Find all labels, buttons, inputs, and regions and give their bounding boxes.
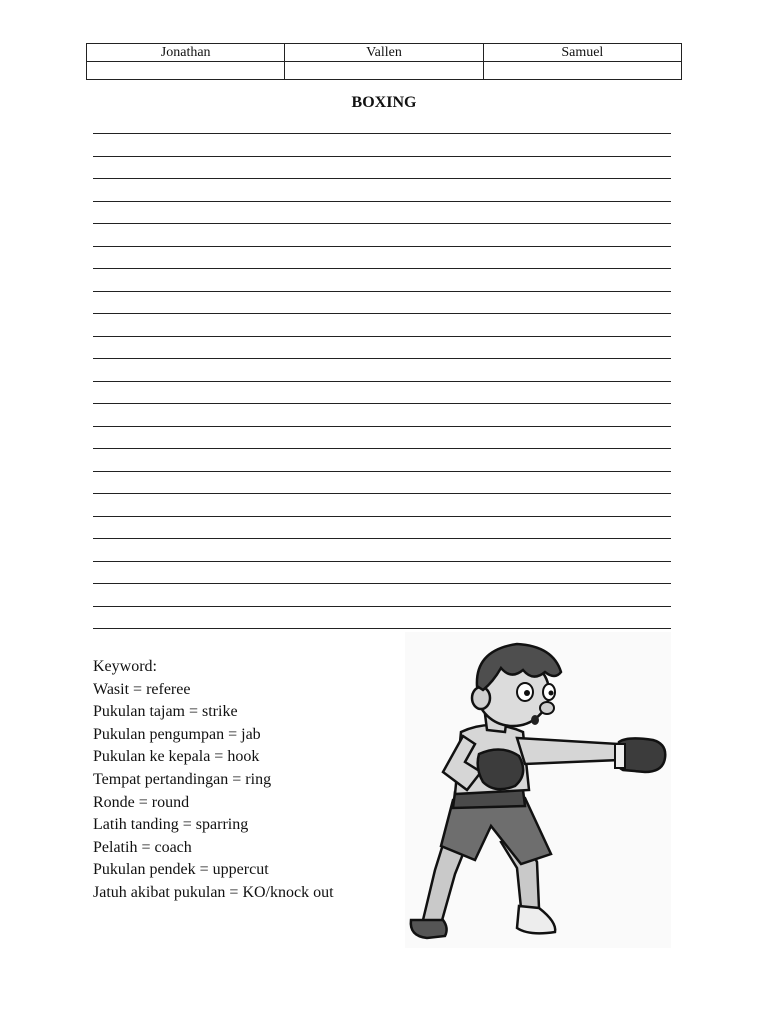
writing-line [93,471,671,472]
writing-line [93,178,671,179]
keyword-item: Pelatih = coach [93,838,192,856]
keyword-item: Tempat pertandingan = ring [93,770,272,788]
writing-line [93,381,671,382]
keyword-item: Wasit = referee [93,680,191,698]
writing-line [93,156,671,157]
writing-line [93,426,671,427]
page-title: BOXING [351,94,417,111]
keyword-item: Ronde = round [93,793,190,811]
keyword-item: Pukulan pendek = uppercut [93,861,269,879]
writing-line [93,606,671,607]
names-table [86,43,682,80]
name-cell-vallen: Vallen [285,44,483,62]
writing-line [93,516,671,517]
keyword-item: Pukulan ke kepala = hook [93,748,260,766]
writing-line [93,358,671,359]
name-cell-samuel: Samuel [483,44,681,62]
writing-line [93,291,671,292]
names-blank-row [87,62,682,80]
writing-line [93,336,671,337]
writing-line [93,403,671,404]
writing-line [93,313,671,314]
writing-line [93,246,671,247]
keyword-item: Pukulan pengumpan = jab [93,725,261,743]
writing-line [93,268,671,269]
writing-line [93,201,671,202]
writing-line [93,223,671,224]
keyword-list [93,656,334,905]
writing-line [93,448,671,449]
blank-cell [483,62,681,80]
name-cell-jonathan: Jonathan [87,44,285,62]
writing-line [93,133,671,134]
keyword-item: Jatuh akibat pukulan = KO/knock out [93,883,334,901]
writing-line [93,583,671,584]
keyword-heading: Keyword: [93,658,157,675]
blank-cell [87,62,285,80]
names-header-row [87,44,682,62]
keyword-item: Pukulan tajam = strike [93,703,238,721]
writing-line [93,538,671,539]
writing-line [93,561,671,562]
writing-line [93,628,671,629]
blank-cell [285,62,483,80]
keyword-item: Latih tanding = sparring [93,816,249,834]
writing-line [93,493,671,494]
boxer-illustration [405,632,671,948]
